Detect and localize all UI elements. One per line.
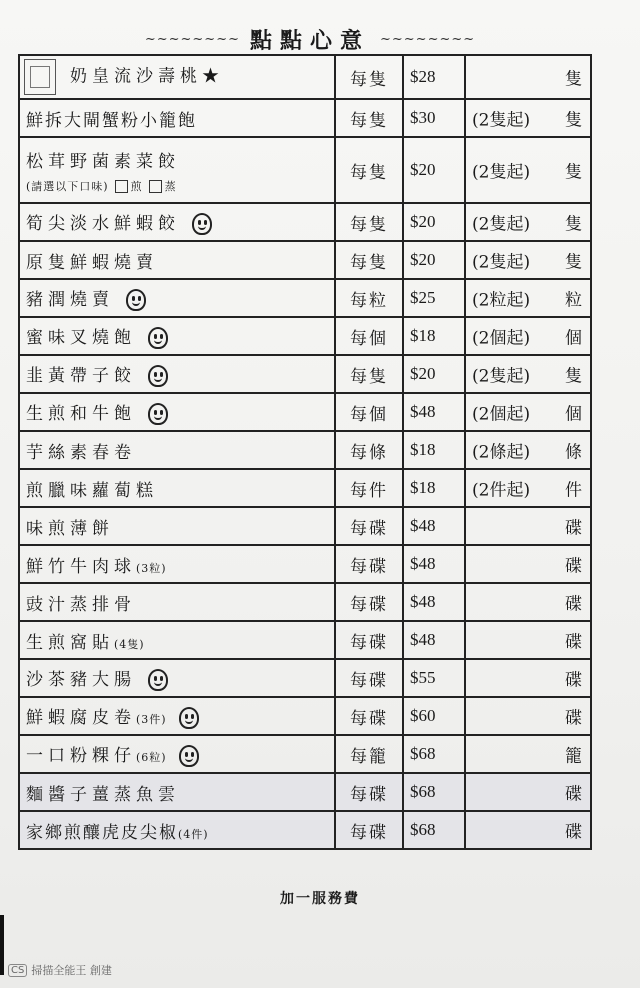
order-quantity-cell[interactable] — [465, 317, 591, 355]
item-name-cell — [19, 697, 335, 735]
restaurant-logo-icon — [24, 59, 56, 95]
item-name: 味煎薄餅 — [26, 518, 114, 539]
quantity-unit-label: 碟 — [565, 594, 582, 615]
item-price: $68 — [403, 773, 465, 811]
item-unit: 每隻 — [335, 99, 403, 137]
menu-rows — [19, 55, 591, 849]
item-name: 煎臘味蘿蔔糕 — [26, 480, 158, 501]
minimum-order-note: (2隻起) — [472, 162, 531, 183]
item-unit: 每隻 — [335, 241, 403, 279]
order-quantity-cell[interactable] — [465, 241, 591, 279]
menu-row — [19, 99, 591, 137]
item-name-cell — [19, 393, 335, 431]
minimum-order-note: (2隻起) — [472, 366, 531, 387]
recommended-smiley-icon — [148, 403, 168, 425]
order-quantity-cell[interactable] — [465, 583, 591, 621]
item-unit: 每隻 — [335, 355, 403, 393]
item-name: 奶皇流沙壽桃★ — [70, 66, 224, 87]
item-name-cell — [19, 811, 335, 849]
quantity-unit-label: 碟 — [565, 708, 582, 729]
order-quantity-cell[interactable] — [465, 811, 591, 849]
menu-row — [19, 507, 591, 545]
item-name: 松茸野菌素菜餃 — [26, 151, 180, 172]
minimum-order-note: (2隻起) — [472, 214, 531, 235]
flavor-option-label: 煎 — [130, 179, 143, 193]
quantity-unit-label: 隻 — [565, 252, 582, 273]
menu-row — [19, 621, 591, 659]
menu-row — [19, 137, 591, 203]
item-unit: 每碟 — [335, 621, 403, 659]
scan-edge-mark — [0, 915, 4, 975]
item-unit: 每隻 — [335, 55, 403, 99]
order-quantity-cell[interactable] — [465, 659, 591, 697]
order-quantity-cell[interactable] — [465, 203, 591, 241]
order-quantity-cell[interactable] — [465, 99, 591, 137]
minimum-order-note: (2隻起) — [472, 252, 531, 273]
item-unit: 每碟 — [335, 545, 403, 583]
order-quantity-cell[interactable] — [465, 735, 591, 773]
item-price: $68 — [403, 811, 465, 849]
order-quantity-cell[interactable] — [465, 279, 591, 317]
menu-row — [19, 431, 591, 469]
item-price: $18 — [403, 317, 465, 355]
quantity-unit-label: 碟 — [565, 784, 582, 805]
menu-row — [19, 203, 591, 241]
order-quantity-cell[interactable] — [465, 621, 591, 659]
menu-row — [19, 773, 591, 811]
item-name: 鮮竹牛肉球 — [26, 556, 136, 577]
menu-row — [19, 317, 591, 355]
menu-row — [19, 279, 591, 317]
recommended-smiley-icon — [148, 365, 168, 387]
recommended-smiley-icon — [126, 289, 146, 311]
quantity-unit-label: 隻 — [565, 366, 582, 387]
item-name-cell — [19, 55, 335, 99]
item-portion-note: (4隻) — [114, 637, 145, 651]
item-name-cell — [19, 99, 335, 137]
item-name-cell — [19, 137, 335, 203]
flavor-checkbox[interactable] — [149, 180, 162, 193]
quantity-unit-label: 隻 — [565, 69, 582, 90]
menu-row — [19, 355, 591, 393]
item-name: 鮮拆大閘蟹粉小籠飽 — [26, 110, 197, 131]
item-price: $48 — [403, 393, 465, 431]
menu-row — [19, 241, 591, 279]
item-price: $48 — [403, 583, 465, 621]
recommended-smiley-icon — [192, 213, 212, 235]
page-title — [120, 22, 500, 56]
order-quantity-cell[interactable] — [465, 773, 591, 811]
quantity-unit-label: 個 — [565, 404, 582, 425]
minimum-order-note: (2條起) — [472, 442, 531, 463]
item-price: $68 — [403, 735, 465, 773]
item-name-cell — [19, 317, 335, 355]
item-portion-note: (4件) — [178, 827, 209, 841]
menu-row — [19, 735, 591, 773]
minimum-order-note: (2個起) — [472, 404, 531, 425]
recommended-smiley-icon — [148, 669, 168, 691]
item-price: $20 — [403, 203, 465, 241]
item-unit: 每件 — [335, 469, 403, 507]
quantity-unit-label: 隻 — [565, 162, 582, 183]
menu-table — [18, 54, 592, 850]
item-unit: 每個 — [335, 317, 403, 355]
quantity-unit-label: 條 — [565, 442, 582, 463]
item-portion-note: (3粒) — [136, 561, 167, 575]
menu-row — [19, 55, 591, 99]
item-price: $30 — [403, 99, 465, 137]
item-name: 韭黃帶子餃 — [26, 365, 136, 386]
item-name: 生煎窩貼 — [26, 632, 114, 653]
minimum-order-note: (2個起) — [472, 328, 531, 349]
scanner-badge: CS — [8, 964, 27, 977]
menu-row — [19, 393, 591, 431]
title-decoration-left: ~~~~~~~~ — [144, 31, 240, 47]
item-name: 豉汁蒸排骨 — [26, 594, 136, 615]
item-price: $18 — [403, 469, 465, 507]
minimum-order-note: (2隻起) — [472, 110, 531, 131]
item-name-cell — [19, 773, 335, 811]
item-name: 筍尖淡水鮮蝦餃 — [26, 213, 180, 234]
flavor-prompt: (請選以下口味) — [26, 179, 109, 193]
item-name: 原隻鮮蝦燒賣 — [26, 252, 158, 273]
quantity-unit-label: 碟 — [565, 556, 582, 577]
order-quantity-cell[interactable] — [465, 507, 591, 545]
quantity-unit-label: 碟 — [565, 670, 582, 691]
item-unit: 每隻 — [335, 137, 403, 203]
item-unit: 每碟 — [335, 659, 403, 697]
scanner-text: 掃描全能王 創建 — [31, 964, 112, 977]
minimum-order-note: (2件起) — [472, 480, 531, 501]
item-name: 生煎和牛飽 — [26, 403, 136, 424]
item-price: $20 — [403, 137, 465, 203]
item-price: $48 — [403, 507, 465, 545]
quantity-unit-label: 隻 — [565, 110, 582, 131]
item-unit: 每碟 — [335, 773, 403, 811]
item-price: $20 — [403, 241, 465, 279]
item-name-cell — [19, 355, 335, 393]
recommended-smiley-icon — [179, 707, 199, 729]
item-price: $60 — [403, 697, 465, 735]
quantity-unit-label: 碟 — [565, 632, 582, 653]
flavor-options — [26, 178, 328, 194]
item-price: $25 — [403, 279, 465, 317]
item-unit: 每碟 — [335, 811, 403, 849]
item-name-cell — [19, 431, 335, 469]
item-unit: 每條 — [335, 431, 403, 469]
scanner-watermark — [8, 962, 112, 978]
item-price: $48 — [403, 545, 465, 583]
item-name: 蜜味叉燒飽 — [26, 327, 136, 348]
item-name-cell — [19, 583, 335, 621]
quantity-unit-label: 籠 — [565, 746, 582, 767]
menu-row — [19, 811, 591, 849]
quantity-unit-label: 件 — [565, 480, 582, 501]
item-name-cell — [19, 545, 335, 583]
item-name: 家鄉煎釀虎皮尖椒 — [26, 822, 178, 843]
item-name: 芋絲素春卷 — [26, 442, 136, 463]
item-price: $28 — [403, 55, 465, 99]
minimum-order-note: (2粒起) — [472, 290, 531, 311]
flavor-option-label: 蒸 — [164, 179, 177, 193]
item-portion-note: (6粒) — [136, 750, 167, 764]
order-quantity-cell[interactable] — [465, 545, 591, 583]
flavor-checkbox[interactable] — [115, 180, 128, 193]
item-name: 鮮蝦腐皮卷 — [26, 707, 136, 728]
item-name-cell — [19, 203, 335, 241]
order-quantity-cell[interactable] — [465, 469, 591, 507]
item-name: 麵醬子薑蒸魚雲 — [26, 784, 180, 805]
item-unit: 每碟 — [335, 507, 403, 545]
item-unit: 每粒 — [335, 279, 403, 317]
order-quantity-cell[interactable] — [465, 137, 591, 203]
recommended-smiley-icon — [179, 745, 199, 767]
menu-row — [19, 659, 591, 697]
item-name-cell — [19, 241, 335, 279]
order-quantity-cell[interactable] — [465, 55, 591, 99]
item-name: 沙茶豬大腸 — [26, 669, 136, 690]
item-name-cell — [19, 507, 335, 545]
item-name-cell — [19, 735, 335, 773]
item-name: 一口粉粿仔 — [26, 745, 136, 766]
menu-row — [19, 545, 591, 583]
item-price: $48 — [403, 621, 465, 659]
item-unit: 每個 — [335, 393, 403, 431]
menu-row — [19, 583, 591, 621]
item-portion-note: (3件) — [136, 712, 167, 726]
item-price: $18 — [403, 431, 465, 469]
item-unit: 每籠 — [335, 735, 403, 773]
item-unit: 每碟 — [335, 583, 403, 621]
item-price: $20 — [403, 355, 465, 393]
order-quantity-cell[interactable] — [465, 355, 591, 393]
order-quantity-cell[interactable] — [465, 431, 591, 469]
quantity-unit-label: 碟 — [565, 822, 582, 843]
item-unit: 每碟 — [335, 697, 403, 735]
quantity-unit-label: 個 — [565, 328, 582, 349]
service-charge-note: 加一服務費 — [280, 891, 360, 907]
quantity-unit-label: 碟 — [565, 518, 582, 539]
item-price: $55 — [403, 659, 465, 697]
order-quantity-cell[interactable] — [465, 393, 591, 431]
order-quantity-cell[interactable] — [465, 697, 591, 735]
item-name-cell — [19, 469, 335, 507]
menu-row — [19, 469, 591, 507]
title-decoration-right: ~~~~~~~~ — [380, 31, 476, 47]
quantity-unit-label: 粒 — [565, 290, 582, 311]
item-name-cell — [19, 659, 335, 697]
item-name-cell — [19, 621, 335, 659]
item-name: 豬潤燒賣 — [26, 289, 114, 310]
quantity-unit-label: 隻 — [565, 214, 582, 235]
menu-row — [19, 697, 591, 735]
item-unit: 每隻 — [335, 203, 403, 241]
item-name-cell — [19, 279, 335, 317]
recommended-smiley-icon — [148, 327, 168, 349]
title-text: 點點心意 — [249, 27, 370, 54]
